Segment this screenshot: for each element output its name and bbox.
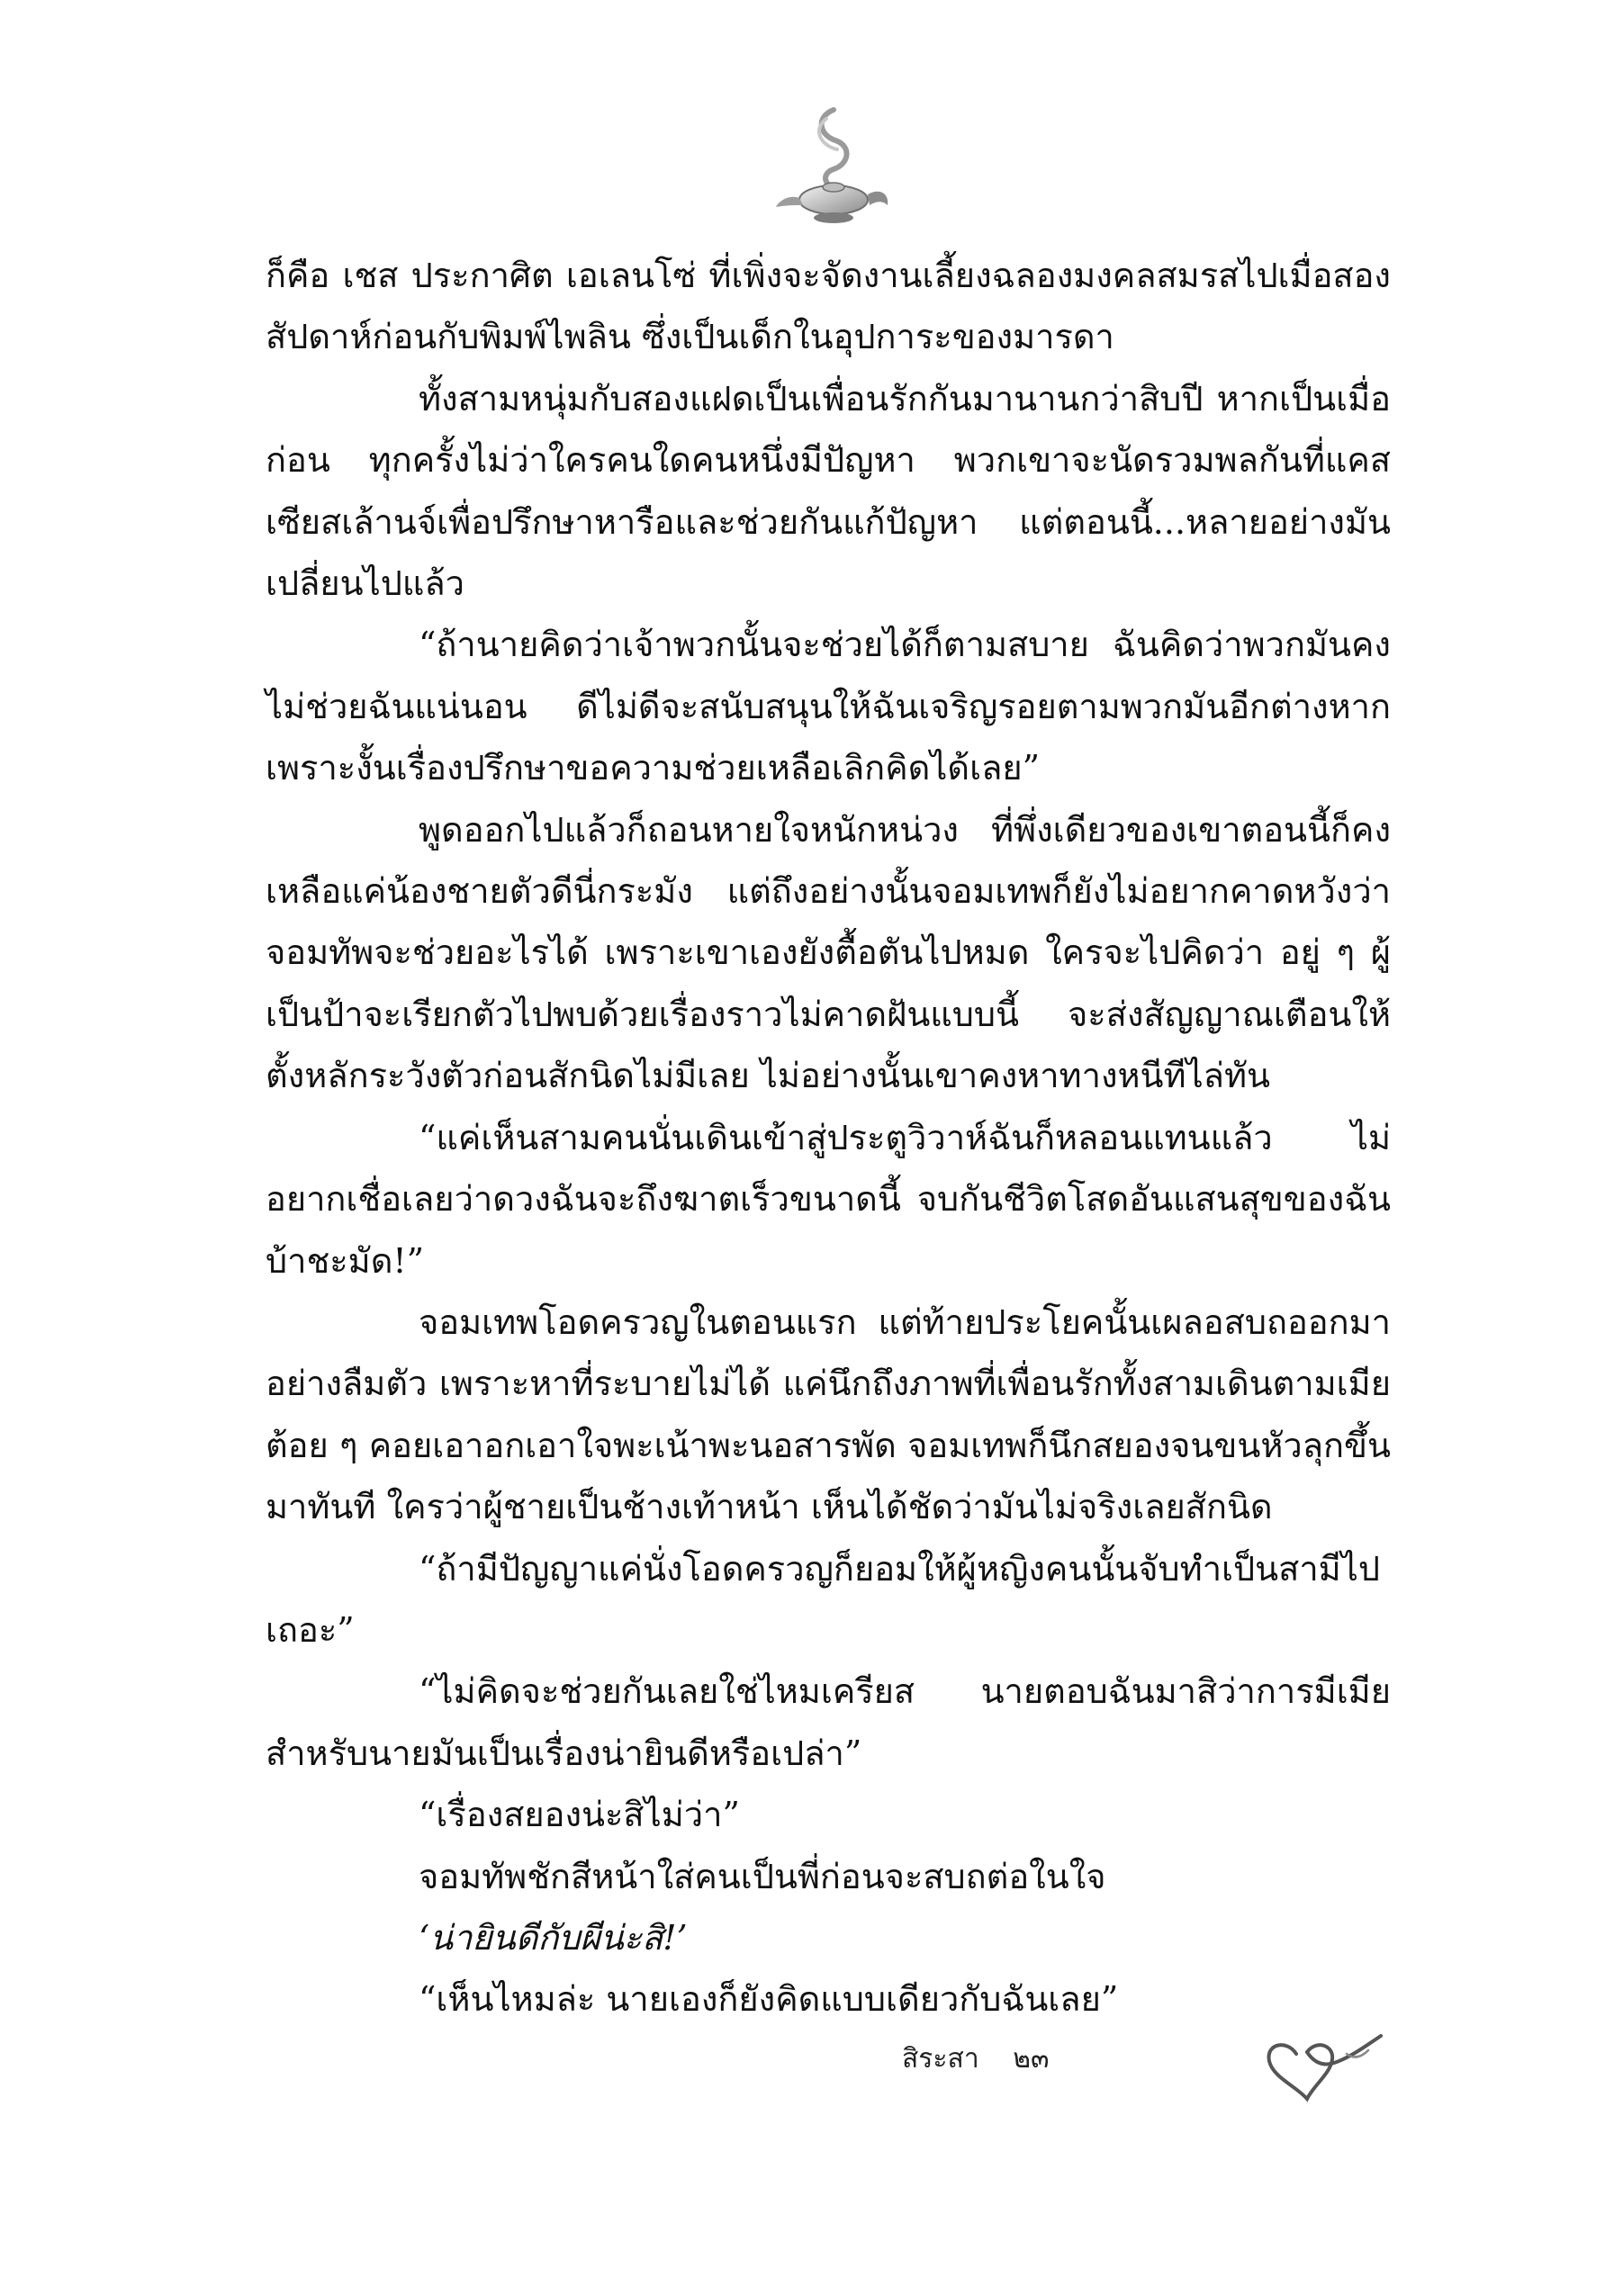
paragraph: ทั้งสามหนุ่มกับสองแฝดเป็นเพื่อนรักกันมานานกว่าสิบปี หากเป็นเมื่อก่อน ทุกครั้งไม่ว่าใครคนใดคนหนึ่งมีปัญหา พวกเขาจะนัดรวมพลกันที่แคสเซียสเล้านจ์เพื่อปรึกษาหารือและช่วยกันแก้ปัญหา แต่ตอนนี้...หลายอย่างมันเปลี่ยนไปแล้ว (266, 378, 1391, 604)
paragraph: พูดออกไปแล้วก็ถอนหายใจหนักหน่วง ที่พึ่งเดียวของเขาตอนนี้ก็คงเหลือแค่น้องชายตัวดีนี่กระมัง แต่ถึงอย่างนั้นจอมเทพก็ยังไม่อยากคาดหวังว่าจอมทัพจะช่วยอะไรได้ เพราะเขาเองยังตื้อตันไปหมด ใครจะไปคิดว่า อยู่ ๆ ผู้เป็นป้าจะเรียกตัวไปพบด้วยเรื่องราวไม่คาดฝันแบบนี้ จะส่งสัญญาณเตือนให้ตั้งหลักระวังตัวก่อนสักนิดไม่มีเลย ไม่อย่างนั้นเขาคงหาทางหนีทีไล่ทัน (266, 809, 1391, 1096)
page-footer (902, 2038, 1050, 2080)
paragraph: “ไม่คิดจะช่วยกันเลยใช่ไหมเครียส นายตอบฉันมาสิว่าการมีเมียสำหรับนายมันเป็นเรื่องน่ายินดีหรือเปล่า” (266, 1671, 1391, 1773)
paragraph: จอมเทพโอดครวญในตอนแรก แต่ท้ายประโยคนั้นเผลอสบถออกมาอย่างลืมตัว เพราะหาที่ระบายไม่ได้ แค่นึกถึงภาพที่เพื่อนรักทั้งสามเดินตามเมียต้อย ๆ คอยเอาอกเอาใจพะเน้าพะนอสารพัด จอมเทพก็นึกสยองจนขนหัวลุกขึ้นมาทันที ใครว่าผู้ชายเป็นช้างเท้าหน้า เห็นได้ชัดว่ามันไม่จริงเลยสักนิด (266, 1301, 1391, 1527)
paragraph: ก็คือ เชส ประกาศิต เอเลนโซ่ ที่เพิ่งจะจัดงานเลี้ยงฉลองมงคลสมรสไปเมื่อสองสัปดาห์ก่อนกับพิมพ์ไพลิน ซึ่งเป็นเด็กในอุปการะของมารดา (266, 256, 1391, 357)
body-text (266, 245, 1391, 2030)
paragraph: “เห็นไหมล่ะ นายเองก็ยังคิดแบบเดียวกับฉันเลย” (419, 1979, 1119, 2020)
paragraph: “แค่เห็นสามคนนั่นเดินเข้าสู่ประตูวิวาห์ฉันก็หลอนแทนแล้ว ไม่อยากเชื่อเลยว่าดวงฉันจะถึงฆาตเร็วขนาดนี้ จบกันชีวิตโสดอันแสนสุขของฉัน บ้าชะมัด!” (266, 1117, 1391, 1281)
paragraph: จอมทัพชักสีหน้าใส่คนเป็นพี่ก่อนจะสบถต่อในใจ (419, 1856, 1106, 1896)
book-title: สิระสา (902, 2043, 979, 2075)
lamp-icon (763, 101, 904, 241)
paragraph: ‘น่ายินดีกับผีน่ะสิ!’ (419, 1917, 688, 1958)
page-number: ๒๓ (1013, 2043, 1050, 2075)
paragraph: “ถ้านายคิดว่าเจ้าพวกนั้นจะช่วยได้ก็ตามสบาย ฉันคิดว่าพวกมันคงไม่ช่วยฉันแน่นอน ดีไม่ดีจะสนับสนุนให้ฉันเจริญรอยตามพวกมันอีกต่างหาก เพราะงั้นเรื่องปรึกษาขอความช่วยเหลือเลิกคิดได้เลย” (266, 625, 1391, 788)
heart-swirl-icon (1260, 2027, 1386, 2108)
paragraph: “เรื่องสยองน่ะสิไม่ว่า” (419, 1795, 740, 1835)
paragraph: “ถ้ามีปัญญาแค่นั่งโอดครวญก็ยอมให้ผู้หญิงคนนั้นจับทำเป็นสามีไปเถอะ” (266, 1548, 1380, 1650)
